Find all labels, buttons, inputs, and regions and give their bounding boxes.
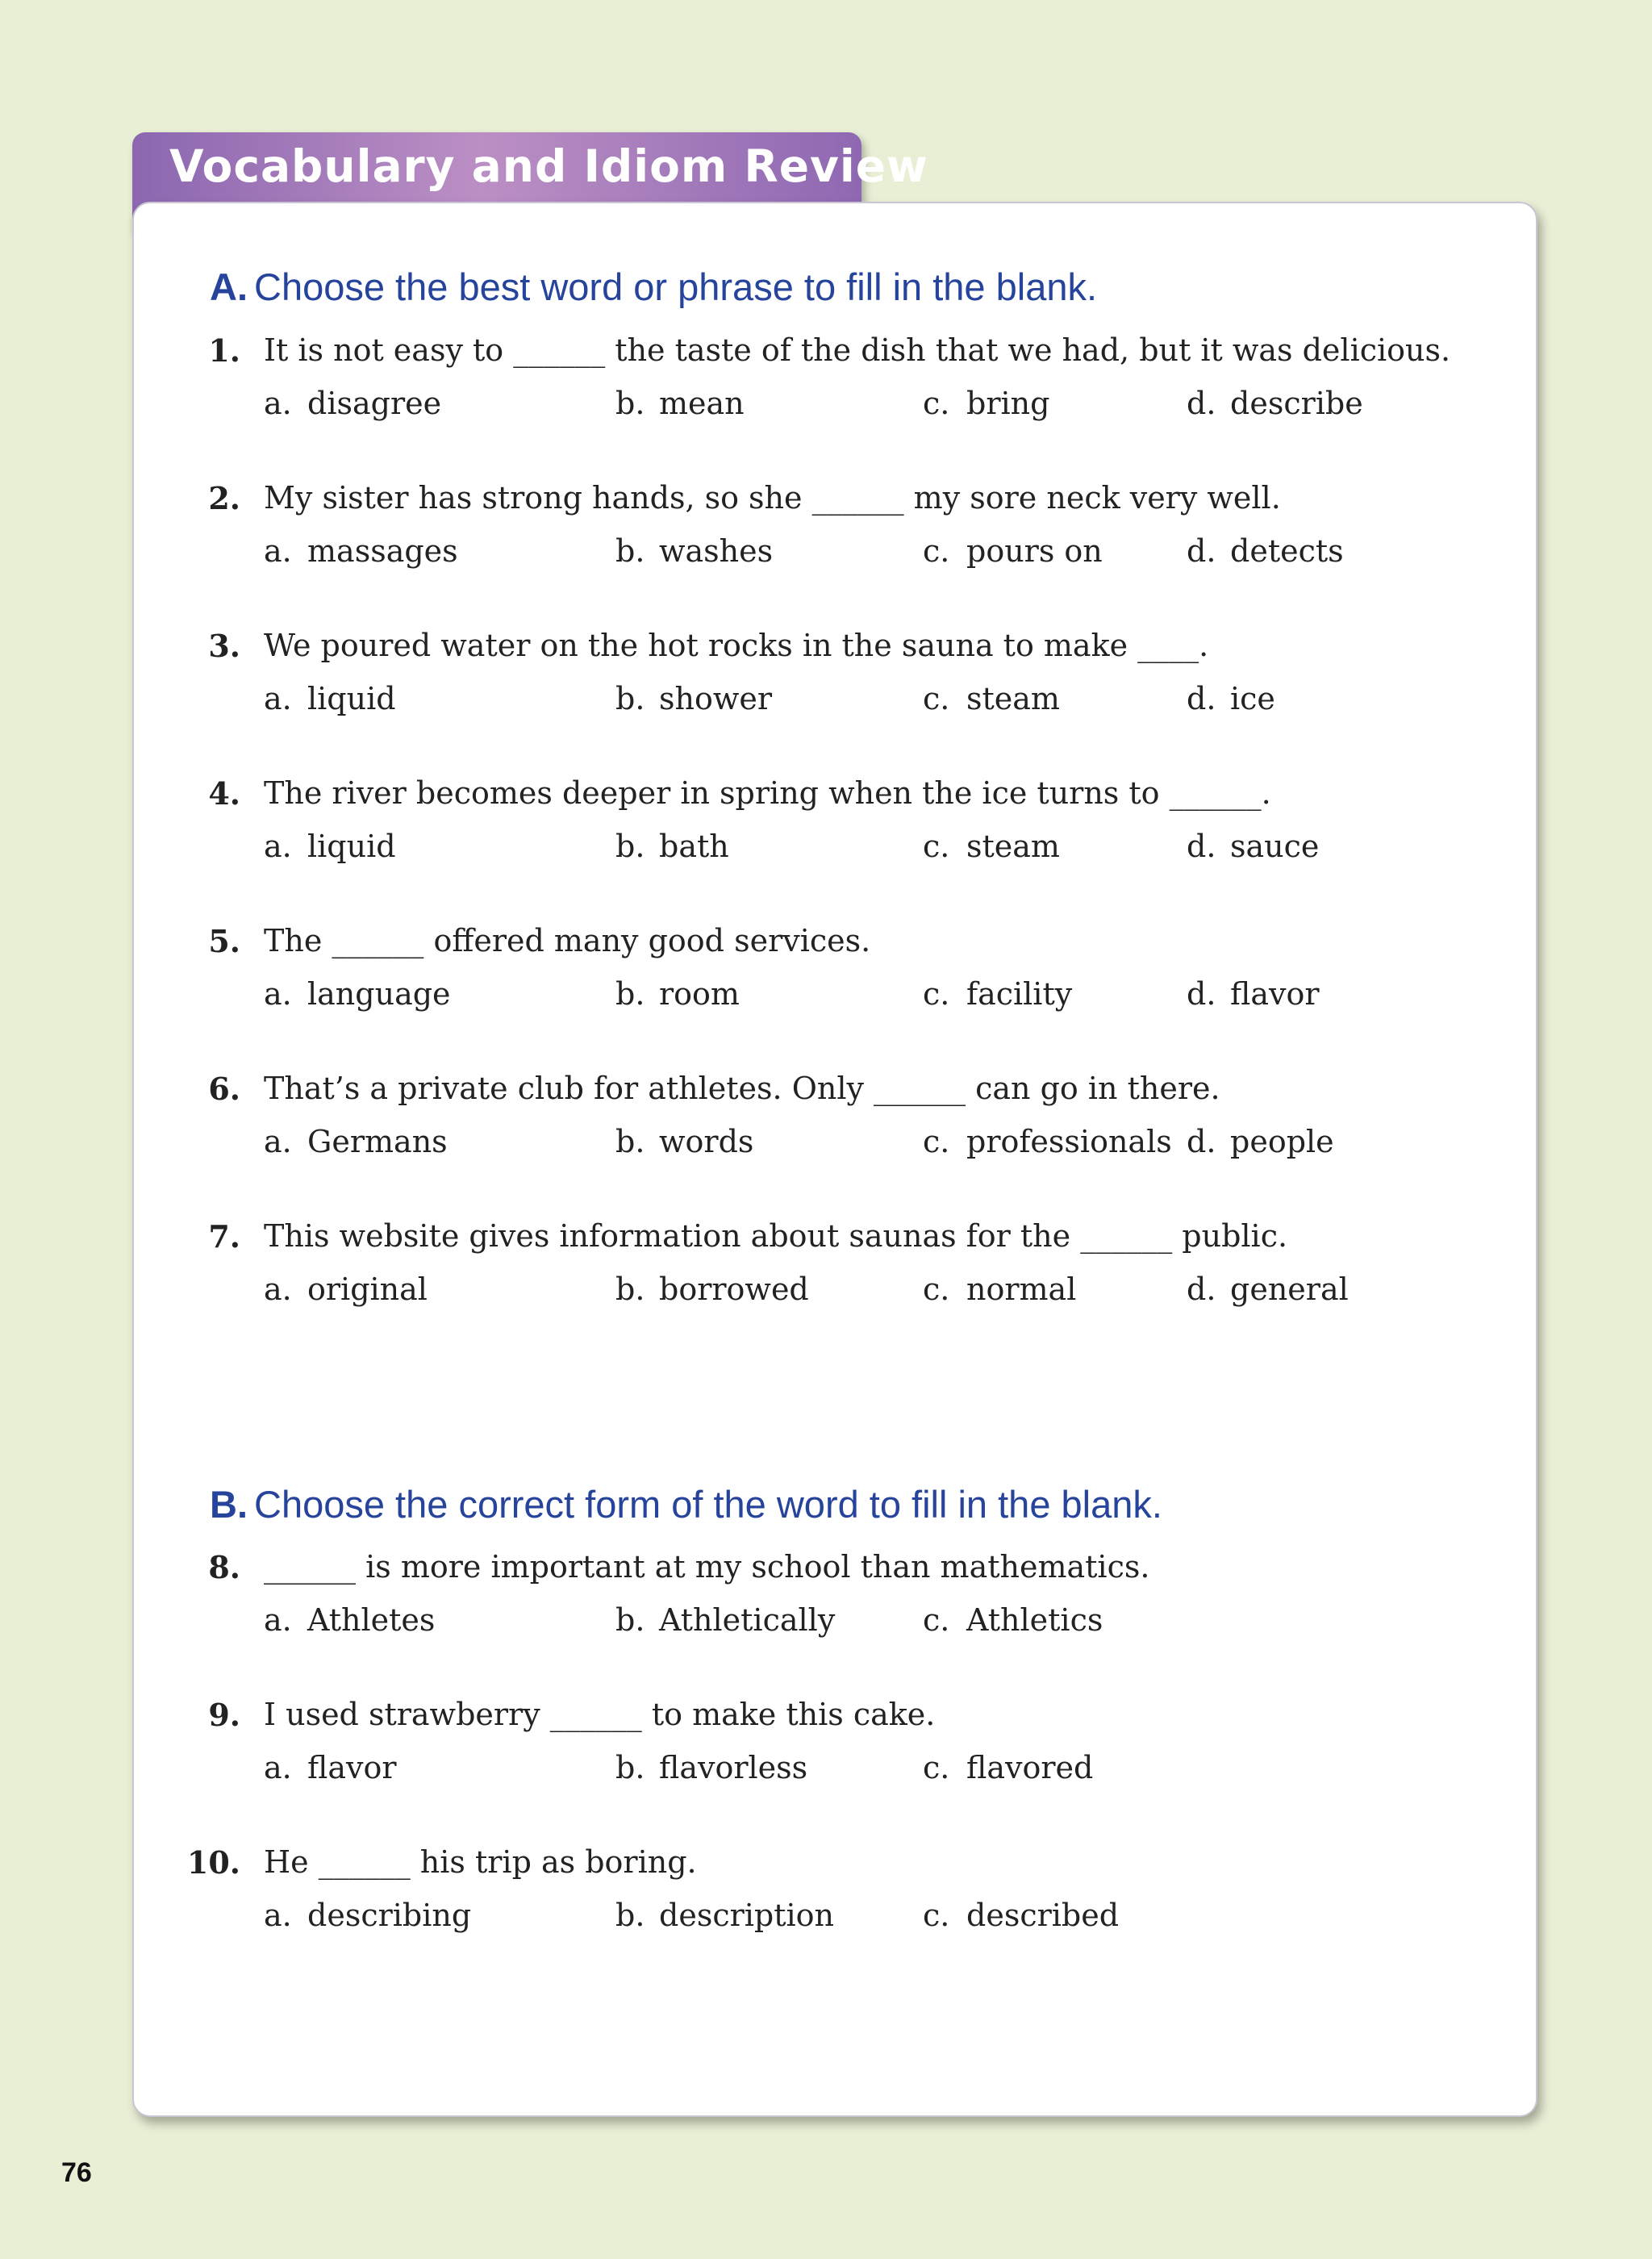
- option-text: mean: [659, 386, 745, 421]
- option-c[interactable]: [923, 1271, 1076, 1307]
- option-a[interactable]: [264, 533, 458, 569]
- option-c[interactable]: [923, 976, 1072, 1012]
- option-a[interactable]: [264, 1124, 448, 1159]
- option-b[interactable]: [615, 386, 745, 421]
- question-text: My sister has strong hands, so she ______ my sore neck very well.: [264, 480, 1281, 516]
- question-7: [0, 1218, 1652, 1315]
- question-number: 3.: [208, 628, 240, 664]
- option-text: flavored: [966, 1750, 1094, 1785]
- option-b[interactable]: [615, 533, 773, 569]
- option-b[interactable]: [615, 1124, 753, 1159]
- option-letter: c.: [923, 1124, 950, 1159]
- option-a[interactable]: [264, 1898, 471, 1933]
- option-d[interactable]: [1187, 1271, 1349, 1307]
- option-text: steam: [966, 681, 1060, 716]
- option-text: room: [659, 976, 740, 1012]
- option-b[interactable]: [615, 681, 772, 716]
- option-text: shower: [659, 681, 773, 716]
- section-a-letter: A.: [210, 265, 248, 308]
- option-text: Athletes: [307, 1602, 436, 1638]
- option-d[interactable]: [1187, 976, 1320, 1012]
- option-letter: b.: [615, 1898, 645, 1933]
- option-c[interactable]: [923, 1898, 1119, 1933]
- option-letter: b.: [615, 386, 645, 421]
- option-c[interactable]: [923, 1124, 1172, 1159]
- question-8: [0, 1549, 1652, 1646]
- option-d[interactable]: [1187, 829, 1319, 864]
- option-text: Athletically: [659, 1602, 836, 1638]
- option-text: bring: [966, 386, 1050, 421]
- option-text: flavor: [307, 1750, 397, 1785]
- option-text: massages: [307, 533, 458, 569]
- option-letter: c.: [923, 533, 950, 569]
- option-b[interactable]: [615, 1898, 834, 1933]
- option-b[interactable]: [615, 829, 729, 864]
- question-4: [0, 775, 1652, 872]
- option-letter: b.: [615, 829, 645, 864]
- option-letter: b.: [615, 976, 645, 1012]
- option-letter: c.: [923, 1750, 950, 1785]
- question-number: 2.: [208, 480, 240, 516]
- option-letter: d.: [1187, 386, 1216, 421]
- option-text: described: [966, 1898, 1120, 1933]
- option-a[interactable]: [264, 1602, 435, 1638]
- option-c[interactable]: [923, 829, 1060, 864]
- option-text: disagree: [307, 386, 442, 421]
- option-letter: a.: [264, 1898, 292, 1933]
- option-d[interactable]: [1187, 386, 1363, 421]
- option-a[interactable]: [264, 386, 441, 421]
- option-letter: a.: [264, 1602, 292, 1638]
- option-text: flavorless: [659, 1750, 808, 1785]
- option-text: describing: [307, 1898, 472, 1933]
- option-letter: c.: [923, 681, 950, 716]
- question-text: That’s a private club for athletes. Only ______ can go in there.: [264, 1071, 1220, 1106]
- option-d[interactable]: [1187, 681, 1275, 716]
- option-b[interactable]: [615, 1602, 835, 1638]
- option-letter: c.: [923, 1602, 950, 1638]
- option-letter: c.: [923, 386, 950, 421]
- option-a[interactable]: [264, 1271, 428, 1307]
- option-text: professionals: [966, 1124, 1172, 1159]
- option-d[interactable]: [1187, 1124, 1334, 1159]
- question-text: The ______ offered many good services.: [264, 923, 871, 958]
- option-c[interactable]: [923, 386, 1049, 421]
- option-letter: a.: [264, 1271, 292, 1307]
- option-text: people: [1230, 1124, 1334, 1159]
- option-c[interactable]: [923, 1602, 1103, 1638]
- option-text: normal: [966, 1271, 1077, 1307]
- option-letter: a.: [264, 681, 292, 716]
- question-number: 5.: [208, 923, 240, 959]
- option-text: facility: [966, 976, 1073, 1012]
- option-b[interactable]: [615, 1750, 807, 1785]
- option-letter: a.: [264, 976, 292, 1012]
- question-number: 10.: [186, 1844, 240, 1881]
- section-b-instruction: Choose the correct form of the word to fill in the blank.: [254, 1483, 1162, 1526]
- option-c[interactable]: [923, 1750, 1093, 1785]
- option-letter: d.: [1187, 533, 1216, 569]
- question-number: 6.: [208, 1071, 240, 1107]
- option-d[interactable]: [1187, 533, 1344, 569]
- question-1: [0, 332, 1652, 429]
- option-letter: a.: [264, 533, 292, 569]
- question-text: ______ is more important at my school than mathematics.: [264, 1549, 1150, 1585]
- option-text: language: [307, 976, 451, 1012]
- option-text: borrowed: [659, 1271, 809, 1307]
- question-text: I used strawberry ______ to make this cake.: [264, 1697, 936, 1732]
- option-text: general: [1230, 1271, 1349, 1307]
- option-letter: b.: [615, 1602, 645, 1638]
- question-number: 8.: [208, 1549, 240, 1585]
- option-text: Germans: [307, 1124, 448, 1159]
- page-number: 76: [61, 2157, 92, 2188]
- option-letter: d.: [1187, 1124, 1216, 1159]
- question-number: 7.: [208, 1218, 240, 1255]
- option-text: Athletics: [966, 1602, 1103, 1638]
- option-letter: d.: [1187, 829, 1216, 864]
- question-3: [0, 628, 1652, 724]
- question-number: 4.: [208, 775, 240, 812]
- option-letter: a.: [264, 829, 292, 864]
- option-text: sauce: [1230, 829, 1320, 864]
- option-a[interactable]: [264, 976, 451, 1012]
- section-a-instruction: Choose the best word or phrase to fill in the blank.: [254, 265, 1098, 308]
- option-text: flavor: [1230, 976, 1320, 1012]
- question-9: [0, 1697, 1652, 1793]
- option-letter: b.: [615, 1124, 645, 1159]
- option-text: bath: [659, 829, 729, 864]
- section-b-letter: B.: [210, 1483, 248, 1526]
- question-number: 1.: [208, 332, 240, 369]
- option-a[interactable]: [264, 1750, 397, 1785]
- question-10: [0, 1844, 1652, 1941]
- question-text: This website gives information about saunas for the ______ public.: [264, 1218, 1288, 1254]
- option-letter: d.: [1187, 681, 1216, 716]
- question-text: The river becomes deeper in spring when the ice turns to ______.: [264, 775, 1271, 811]
- option-c[interactable]: [923, 681, 1060, 716]
- page-title: Vocabulary and Idiom Review: [169, 140, 928, 192]
- question-6: [0, 1071, 1652, 1167]
- option-text: washes: [659, 533, 774, 569]
- option-text: liquid: [307, 829, 396, 864]
- option-letter: b.: [615, 533, 645, 569]
- question-5: [0, 923, 1652, 1020]
- question-number: 9.: [208, 1697, 240, 1733]
- option-letter: c.: [923, 829, 950, 864]
- option-letter: c.: [923, 1271, 950, 1307]
- option-letter: c.: [923, 976, 950, 1012]
- option-text: description: [659, 1898, 835, 1933]
- option-letter: b.: [615, 1271, 645, 1307]
- option-b[interactable]: [615, 976, 740, 1012]
- question-text: We poured water on the hot rocks in the sauna to make ____.: [264, 628, 1209, 663]
- option-a[interactable]: [264, 681, 396, 716]
- option-text: detects: [1230, 533, 1344, 569]
- option-b[interactable]: [615, 1271, 809, 1307]
- option-letter: d.: [1187, 1271, 1216, 1307]
- option-text: ice: [1230, 681, 1275, 716]
- option-letter: b.: [615, 681, 645, 716]
- question-text: He ______ his trip as boring.: [264, 1844, 697, 1880]
- option-text: original: [307, 1271, 428, 1307]
- option-text: words: [659, 1124, 754, 1159]
- question-text: It is not easy to ______ the taste of the dish that we had, but it was delicious.: [264, 332, 1451, 368]
- option-text: describe: [1230, 386, 1363, 421]
- option-text: steam: [966, 829, 1060, 864]
- option-letter: c.: [923, 1898, 950, 1933]
- option-c[interactable]: [923, 533, 1103, 569]
- option-letter: b.: [615, 1750, 645, 1785]
- option-letter: a.: [264, 386, 292, 421]
- option-a[interactable]: [264, 829, 396, 864]
- option-letter: a.: [264, 1124, 292, 1159]
- section-a-heading: [210, 265, 1097, 309]
- section-b-heading: [210, 1482, 1162, 1526]
- option-letter: a.: [264, 1750, 292, 1785]
- question-2: [0, 480, 1652, 577]
- option-letter: d.: [1187, 976, 1216, 1012]
- option-text: pours on: [966, 533, 1103, 569]
- option-text: liquid: [307, 681, 396, 716]
